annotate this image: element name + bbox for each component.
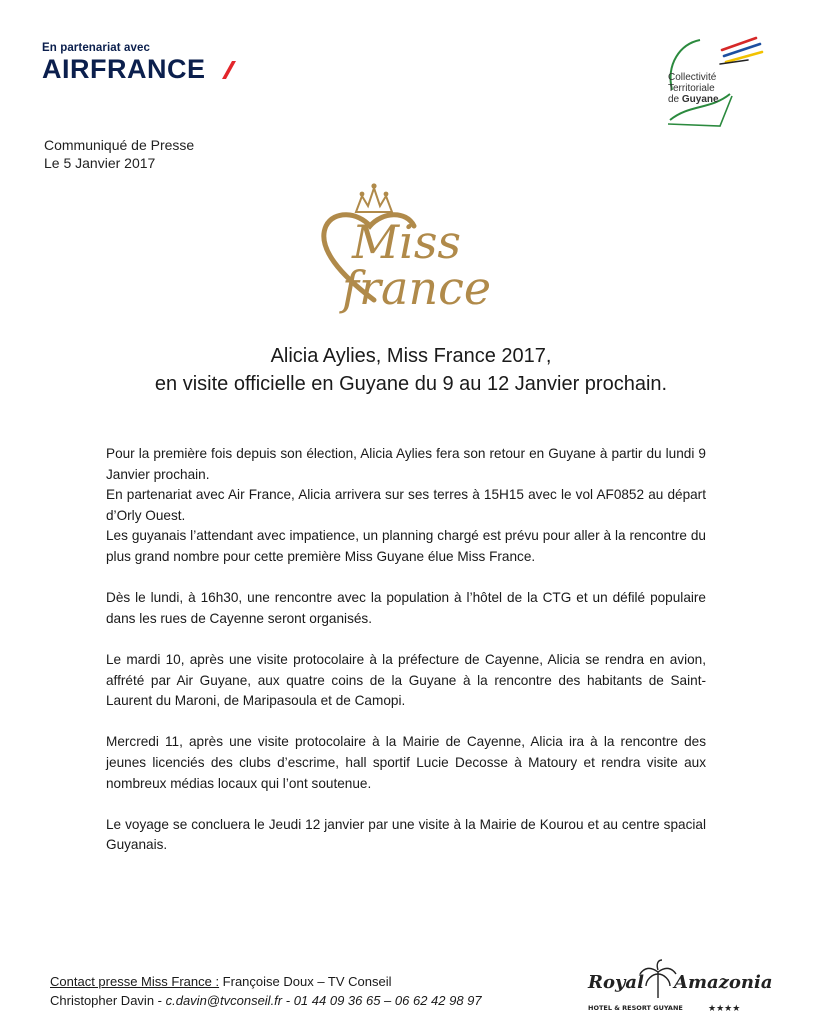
miss-wordmark: Miss [352,215,462,269]
airfrance-wordmark: AIRFRANCE [42,54,206,84]
body-paragraph-2: Dès le lundi, à 16h30, une rencontre avec la population à l’hôtel de la CTG et un défilé populaire dans les rues de Cayenne seront organisés. [106,590,706,626]
p1-sentence-2: En partenariat avec Air France, Alicia arrivera sur ses terres à 15H15 avec le vol AF0852 au départ d’Orly Ouest. [106,487,706,523]
france-wordmark: france [342,261,492,315]
p1-sentence-3: Les guyanais l’attendant avec impatience, un planning chargé est prévu pour aller à la rencontre du plus grand nombre pour cette première Miss Guyane élue Miss France. [106,528,706,564]
ctg-line3 [668,94,719,105]
airfrance-stripe-icon [210,59,236,81]
royal-subtitle: HOTEL & RESORT GUYANE [588,1004,683,1012]
title-line2: en visite officielle en Guyane du 9 au 12 Janvier prochain. [154,373,668,395]
contact-name2: Christopher Davin - [50,993,166,1008]
ctg-logo [660,34,770,130]
crown-icon [356,183,392,212]
body-paragraph-3: Le mardi 10, après une visite protocolaire à la préfecture de Cayenne, Alicia se rendra en avion, affrété par Air Guyane, aux quatre coins de la Guyane à la rencontre des habitants de Saint-Laurent du Maroni, de Maripasoula et de Camopi. [106,651,706,709]
ctg-line1: Collectivité [668,72,717,83]
airfrance-logo [42,56,292,83]
contact-label: Contact presse Miss France : [50,974,220,989]
contact-email[interactable]: c.davin@tvconseil.fr [165,993,283,1008]
contact-phones: - 01 44 09 36 65 – 06 62 42 98 97 [282,993,482,1008]
royal-stars: ★★★★ [708,1004,741,1014]
body-paragraph-1 [106,444,706,568]
ctg-line3-guyane: Guyane [681,94,719,105]
press-body [106,444,706,856]
partner-caption: En partenariat avec [42,42,151,54]
body-paragraph-5: Le voyage se concluera le Jeudi 12 janvier par une visite à la Mairie de Kourou et au centre spacial Guyanais. [106,816,706,853]
p1-sentence-1: Pour la première fois depuis son élection, Alicia Aylies fera son retour en Guyane à partir du lundi 9 Janvier prochain. [106,446,706,482]
ctg-line2: Territoriale [668,83,715,94]
title-line1: Alicia Aylies, Miss France 2017, [270,345,552,367]
amazonia-word: Amazonia [674,972,773,993]
contact-line1 [50,972,482,991]
press-type: Communiqué de Presse [44,137,195,153]
ctg-line3-prefix: de [668,94,682,105]
press-contact [50,972,482,1010]
press-title [0,342,822,398]
press-header [44,136,194,172]
contact-line2 [50,991,482,1010]
airfrance-header [42,42,292,83]
body-paragraph-4: Mercredi 11, après une visite protocolaire à la Mairie de Cayenne, Alicia ira à la rencontre des jeunes licenciés des clubs d’escrime, hall sportif Lucie Decosse à Matoury et rendra visite aux nombreux médias locaux qui l’ont soutenue. [106,734,706,791]
royal-amazonia-logo [584,958,773,1014]
contact-name1: Françoise Doux – TV Conseil [219,974,392,989]
royal-word: Royal [588,972,644,993]
press-date: Le 5 Janvier 2017 [44,155,156,171]
palm-icon [640,960,676,998]
miss-france-logo [312,182,496,322]
ctg-name [668,72,719,105]
